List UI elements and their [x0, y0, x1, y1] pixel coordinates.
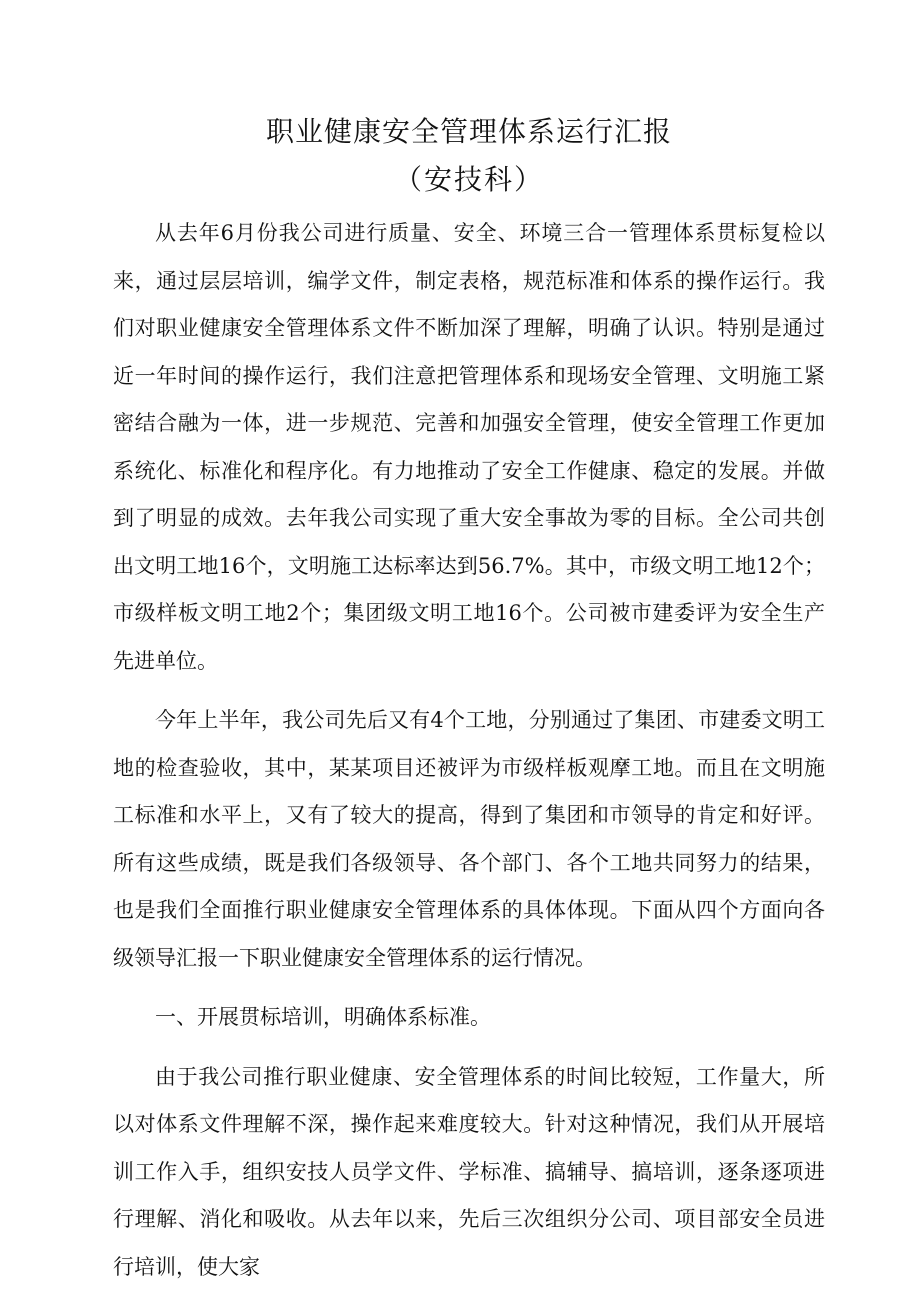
document-page — [113, 108, 825, 1291]
document-title: 职业健康安全管理体系运行汇报 — [265, 115, 672, 148]
paragraph-first-half-year: 今年上半年，我公司先后又有4个工地，分别通过了集团、市建委文明工地的检查验收，其中，某某项目还被评为市级样板观摩工地。而且在文明施工标准和水平上，又有了较大的提高，得到了集团和市领导的肯定和好评。所有这些成绩，既是我们各级领导、各个部门、各个工地共同努力的结果，也是我们全面推行职业健康安全管理体系的具体体现。下面从四个方面向各级领导汇报一下职业健康安全管理体系的运行情况。 — [113, 708, 825, 970]
paragraph-intro: 从去年6月份我公司进行质量、安全、环境三合一管理体系贯标复检以来，通过层层培训，编学文件，制定表格，规范标准和体系的操作运行。我们对职业健康安全管理体系文件不断加深了理解，明确了认识。特别是通过近一年时间的操作运行，我们注意把管理体系和现场安全管理、文明施工紧密结合融为一体，进一步规范、完善和加强安全管理，使安全管理工作更加系统化、标准化和程序化。有力地推动了安全工作健康、稳定的发展。并做到了明显的成效。去年我公司实现了重大安全事故为零的目标。全公司共创出文明工地16个，文明施工达标率达到56.7%。其中，市级文明工地12个；市级样板文明工地2个；集团级文明工地16个。公司被市建委评为安全生产先进单位。 — [113, 221, 825, 673]
paragraph-training: 由于我公司推行职业健康、安全管理体系的时间比较短，工作量大，所以对体系文件理解不深，操作起来难度较大。针对这种情况，我们从开展培训工作入手，组织安技人员学文件、学标准、搞辅导、搞培训，逐条逐项进行理解、消化和吸收。从去年以来，先后三次组织分公司、项目部安全员进行培训，使大家 — [113, 1064, 825, 1279]
section-heading-training: 一、开展贯标培训，明确体系标准。 — [155, 1005, 491, 1029]
document-subtitle: （安技科） — [393, 163, 544, 196]
